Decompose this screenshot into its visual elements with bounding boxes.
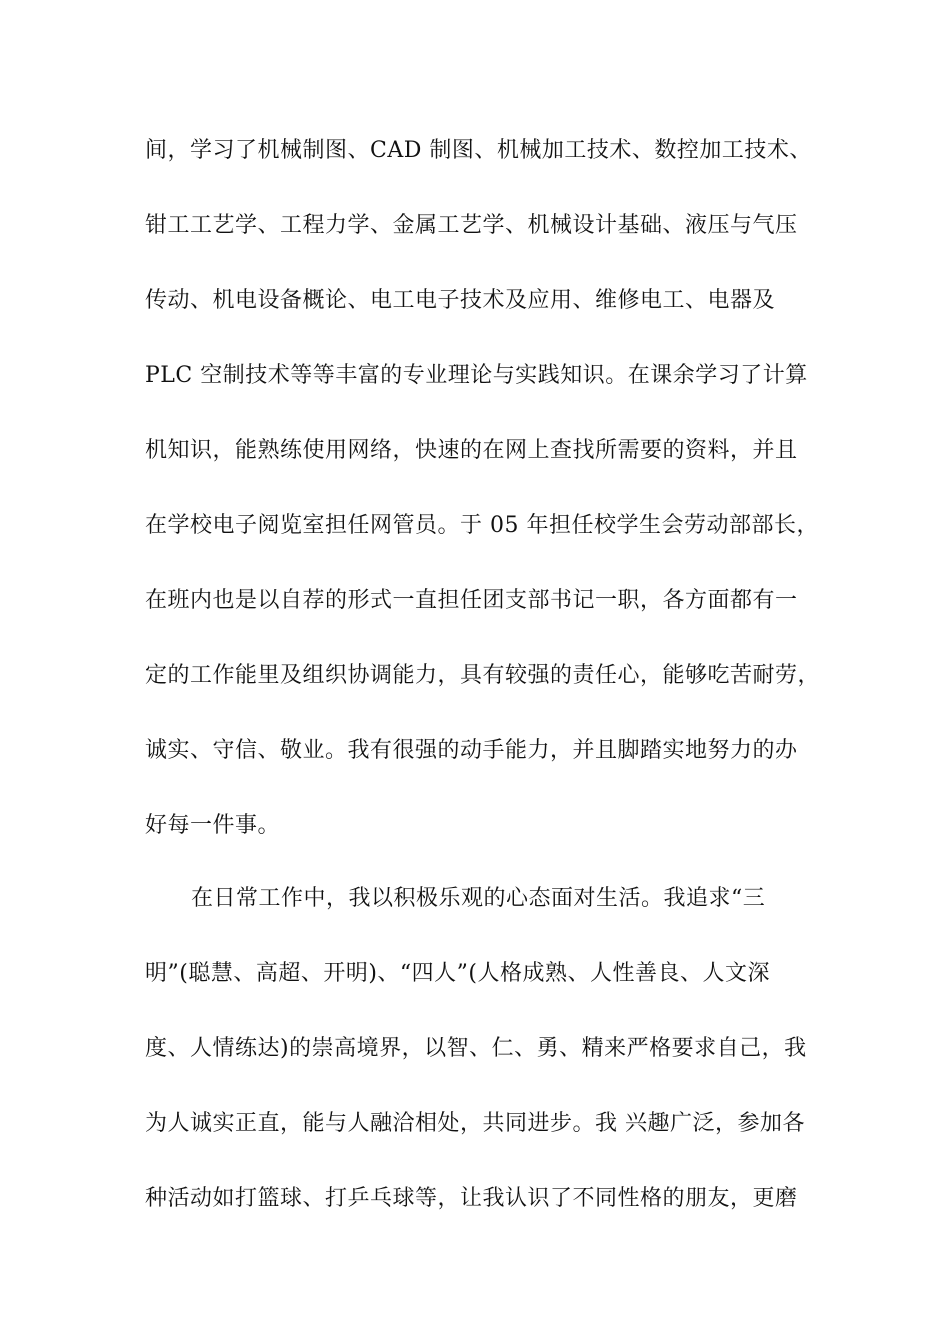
text-line: 在学校电子阅览室担任网管员。于 05 年担任校学生会劳动部部长， bbox=[145, 513, 819, 538]
text-line: 种活动如打篮球、打乒乓球等，让我认识了不同性格的朋友，更磨 bbox=[145, 1186, 798, 1211]
text-line: PLC 空制技术等等丰富的专业理论与实践知识。在课余学习了计算 bbox=[145, 363, 808, 388]
text-line: 度、人情练达)的崇高境界，以智、仁、勇、精来严格要求自己，我 bbox=[145, 1036, 807, 1061]
text-line: 诚实、守信、敬业。我有很强的动手能力，并且脚踏实地努力的办 bbox=[145, 738, 798, 763]
paragraph-first-line: 在日常工作中，我以积极乐观的心态面对生活。我追求“三 bbox=[191, 886, 766, 911]
text-line: 在班内也是以自荐的形式一直担任团支部书记一职，各方面都有一 bbox=[145, 588, 798, 613]
text-line: 传动、机电设备概论、电工电子技术及应用、维修电工、电器及 bbox=[145, 288, 776, 313]
text-line: 好每一件事。 bbox=[145, 813, 281, 838]
text-line: 明”(聪慧、高超、开明)、“四人”(人格成熟、人性善良、人文深 bbox=[145, 961, 770, 986]
text-line: 定的工作能里及组织协调能力，具有较强的责任心，能够吃苦耐劳， bbox=[145, 663, 821, 688]
text-line: 机知识，能熟练使用网络，快速的在网上查找所需要的资料，并且 bbox=[145, 438, 798, 463]
text-line: 间，学习了机械制图、CAD 制图、机械加工技术、数控加工技术、 bbox=[145, 138, 812, 163]
text-line: 钳工工艺学、工程力学、金属工艺学、机械设计基础、液压与气压 bbox=[145, 213, 798, 238]
text-line: 为人诚实正直，能与人融洽相处，共同进步。我 兴趣广泛，参加各 bbox=[145, 1111, 805, 1136]
